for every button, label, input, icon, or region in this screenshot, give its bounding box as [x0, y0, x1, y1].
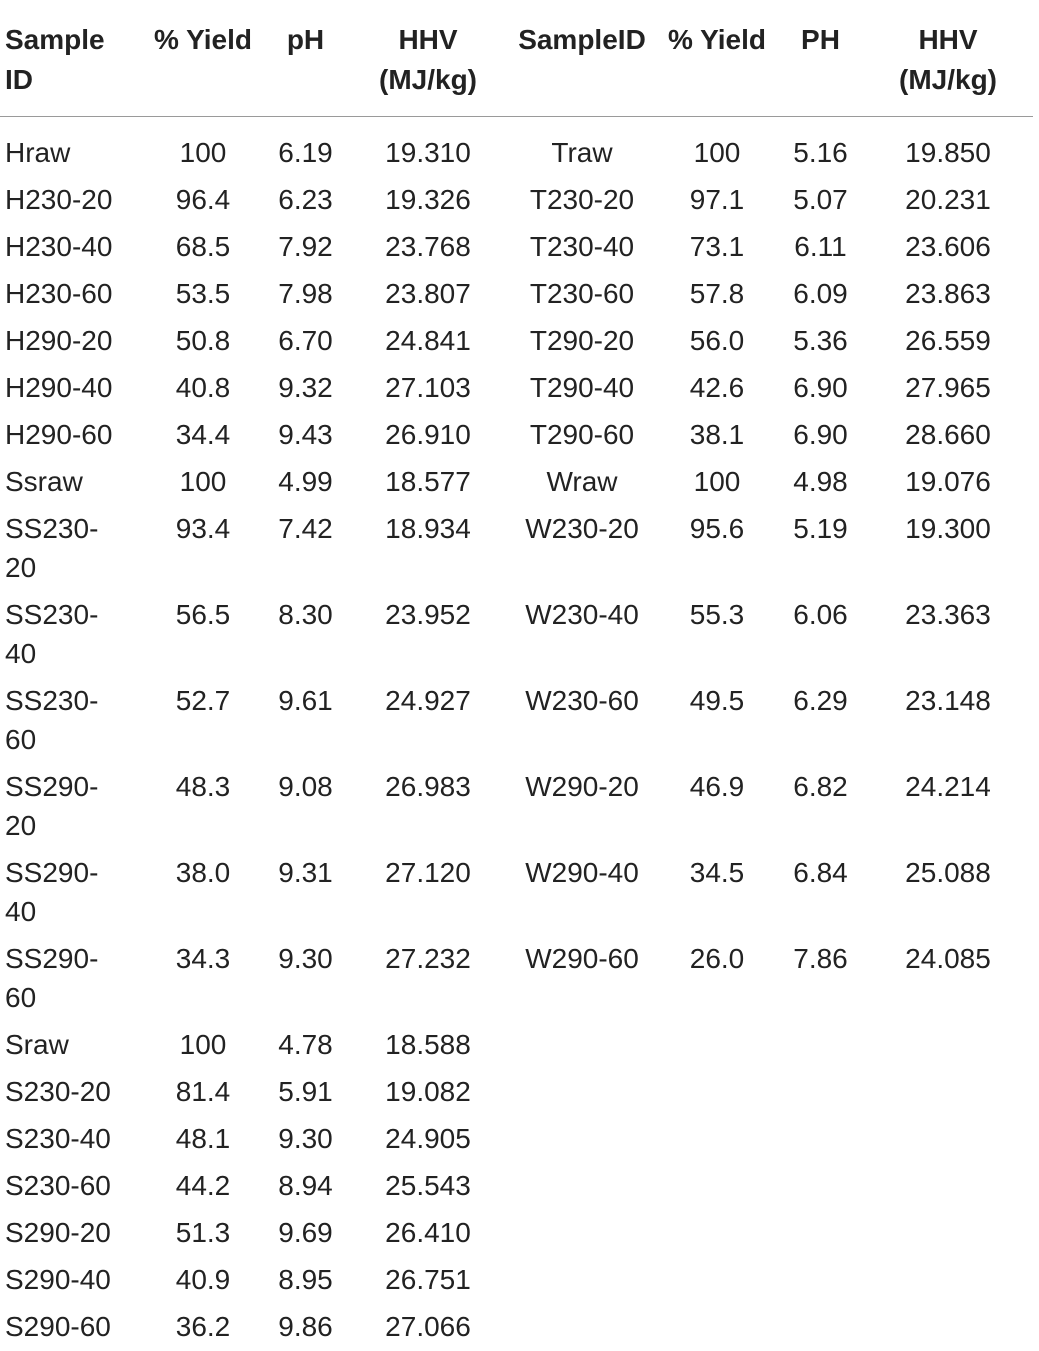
table-row [0, 505, 1033, 591]
ph-cell: 7.42 [278, 513, 333, 544]
ph-cell [778, 1021, 863, 1068]
ph-cell: 9.43 [278, 419, 333, 450]
ph-cell: 9.08 [278, 771, 333, 802]
sample-id-text: S230-40 [5, 1123, 111, 1154]
hhv-cell [863, 1303, 1033, 1350]
column-header-line2: (MJ/kg) [899, 64, 997, 95]
ph-cell: 8.95 [278, 1264, 333, 1295]
sample-id-cell: T290-20 [529, 325, 635, 356]
yield-cell: 44.2 [175, 1170, 231, 1201]
hhv-cell: 28.660 [905, 419, 991, 450]
yield-cell: 95.6 [689, 513, 745, 544]
hhv-cell: 24.905 [385, 1123, 471, 1154]
ph-cell: 6.09 [793, 278, 848, 309]
ph-cell [778, 1115, 863, 1162]
yield-cell: 100 [693, 466, 741, 497]
column-header-line2: (MJ/kg) [379, 64, 477, 95]
sample-id-cell [508, 1256, 656, 1303]
column-header-line1: HHV [398, 24, 458, 55]
table-row [0, 677, 1033, 763]
sample-id-cell [0, 223, 143, 270]
hhv-cell: 27.066 [385, 1311, 471, 1342]
ph-cell: 9.61 [278, 685, 333, 716]
sample-id-text: H230-20 [5, 184, 113, 215]
hhv-cell: 23.768 [385, 231, 471, 262]
sample-id-text: SS230- [5, 685, 99, 716]
hhv-cell: 23.363 [905, 599, 991, 630]
table-row [0, 1256, 1033, 1303]
table-row [0, 458, 1033, 505]
yield-cell: 57.8 [689, 278, 745, 309]
yield-cell: 52.7 [175, 685, 231, 716]
column-header [348, 0, 508, 117]
yield-cell: 50.8 [175, 325, 231, 356]
sample-id-text: S290-60 [5, 1311, 111, 1342]
ph-cell: 6.90 [793, 419, 848, 450]
sample-id-text: S290-20 [5, 1217, 111, 1248]
yield-cell: 53.5 [175, 278, 231, 309]
ph-cell: 4.78 [278, 1029, 333, 1060]
hhv-cell: 19.082 [385, 1076, 471, 1107]
ph-cell: 9.31 [278, 857, 333, 888]
ph-cell: 5.36 [793, 325, 848, 356]
table-row [0, 270, 1033, 317]
sample-id-cell [0, 411, 143, 458]
sample-id-cell [0, 270, 143, 317]
column-header [863, 0, 1033, 117]
yield-cell: 100 [179, 137, 227, 168]
yield-cell [656, 1115, 778, 1162]
sample-id-text: H290-40 [5, 372, 113, 403]
hhv-cell: 18.577 [385, 466, 471, 497]
sample-id-text: SS290- [5, 771, 99, 802]
column-header-line1: PH [801, 24, 840, 55]
hhv-cell: 19.310 [385, 137, 471, 168]
sample-id-text: H230-40 [5, 231, 113, 262]
sample-id-cell [508, 1303, 656, 1350]
column-header-line1: pH [286, 24, 325, 55]
sample-id-cell [0, 176, 143, 223]
header-row [0, 0, 1033, 117]
table-header [0, 0, 1033, 117]
sample-id-text: Sraw [5, 1029, 69, 1060]
sample-id-text: H290-60 [5, 419, 113, 450]
sample-id-text-cont: 40 [5, 638, 37, 669]
ph-cell: 9.30 [278, 943, 333, 974]
sample-id-cell [0, 1162, 143, 1209]
hhv-cell: 24.927 [385, 685, 471, 716]
yield-cell: 56.5 [175, 599, 231, 630]
yield-cell: 34.4 [175, 419, 231, 450]
hhv-cell: 27.103 [385, 372, 471, 403]
yield-cell: 68.5 [175, 231, 231, 262]
ph-cell: 7.86 [793, 943, 848, 974]
hhv-cell: 24.214 [905, 771, 991, 802]
ph-cell [778, 1068, 863, 1115]
yield-cell [656, 1162, 778, 1209]
yield-cell: 34.5 [689, 857, 745, 888]
yield-cell: 38.0 [175, 857, 231, 888]
ph-cell: 9.30 [278, 1123, 333, 1154]
yield-cell: 38.1 [689, 419, 745, 450]
table-body [0, 117, 1033, 1351]
hhv-cell [863, 1162, 1033, 1209]
yield-cell [656, 1303, 778, 1350]
yield-cell: 100 [693, 137, 741, 168]
column-header-line1: % Yield [153, 24, 253, 55]
sample-id-text: SS290- [5, 857, 99, 888]
ph-cell: 9.86 [278, 1311, 333, 1342]
yield-cell [656, 1209, 778, 1256]
yield-cell: 40.9 [175, 1264, 231, 1295]
ph-cell: 5.07 [793, 184, 848, 215]
yield-cell: 46.9 [689, 771, 745, 802]
hhv-cell: 19.300 [905, 513, 991, 544]
sample-id-text: Hraw [5, 137, 71, 168]
sample-id-text: S230-60 [5, 1170, 111, 1201]
sample-id-cell [0, 1303, 143, 1350]
hhv-cell: 26.983 [385, 771, 471, 802]
ph-cell: 6.11 [794, 231, 847, 262]
ph-cell: 4.99 [278, 466, 333, 497]
ph-cell: 6.19 [278, 137, 333, 168]
table-row [0, 591, 1033, 677]
ph-cell: 9.69 [278, 1217, 333, 1248]
hhv-cell: 26.910 [385, 419, 471, 450]
ph-cell [778, 1256, 863, 1303]
sample-id-cell [508, 1021, 656, 1068]
hhv-cell: 27.120 [385, 857, 471, 888]
hhv-cell: 24.085 [905, 943, 991, 974]
table-row [0, 763, 1033, 849]
ph-cell: 5.16 [793, 137, 848, 168]
ph-cell: 6.70 [278, 325, 333, 356]
sample-id-cell: W230-20 [525, 513, 639, 544]
sample-id-text: SS290- [5, 943, 99, 974]
table-row [0, 117, 1033, 177]
column-header [778, 0, 863, 117]
sample-id-cell [0, 935, 143, 1021]
table-row [0, 1021, 1033, 1068]
sample-id-text: S290-40 [5, 1264, 111, 1295]
yield-cell: 40.8 [175, 372, 231, 403]
hhv-cell: 23.863 [905, 278, 991, 309]
yield-cell [656, 1256, 778, 1303]
table-row [0, 1162, 1033, 1209]
sample-id-cell: W290-40 [525, 857, 639, 888]
yield-cell: 36.2 [175, 1311, 231, 1342]
ph-cell: 5.19 [793, 513, 848, 544]
yield-cell: 93.4 [175, 513, 231, 544]
sample-id-cell [0, 677, 143, 763]
hhv-cell: 26.559 [905, 325, 991, 356]
yield-cell: 81.4 [175, 1076, 231, 1107]
ph-cell: 6.06 [793, 599, 848, 630]
yield-cell: 96.4 [175, 184, 231, 215]
sample-id-cell [0, 1209, 143, 1256]
table-row [0, 935, 1033, 1021]
ph-cell: 4.98 [793, 466, 848, 497]
column-header [143, 0, 263, 117]
yield-cell: 55.3 [689, 599, 745, 630]
sample-id-cell: W290-20 [525, 771, 639, 802]
table-row [0, 317, 1033, 364]
ph-cell: 6.29 [793, 685, 848, 716]
hhv-cell: 25.543 [385, 1170, 471, 1201]
hhv-cell: 24.841 [385, 325, 471, 356]
sample-id-cell [0, 458, 143, 505]
hhv-cell: 25.088 [905, 857, 991, 888]
table-row [0, 1115, 1033, 1162]
hhv-cell: 19.850 [905, 137, 991, 168]
sample-id-cell [508, 1068, 656, 1115]
hhv-cell: 18.934 [385, 513, 471, 544]
ph-cell: 8.94 [278, 1170, 333, 1201]
table-row [0, 1303, 1033, 1350]
hhv-cell [863, 1021, 1033, 1068]
sample-id-cell: Wraw [546, 466, 618, 497]
hhv-cell [863, 1256, 1033, 1303]
hhv-cell [863, 1209, 1033, 1256]
sample-id-cell [508, 1115, 656, 1162]
sample-id-cell [0, 1115, 143, 1162]
hhv-cell: 27.965 [905, 372, 991, 403]
hhv-cell: 18.588 [385, 1029, 471, 1060]
ph-cell: 7.92 [278, 231, 333, 262]
hhv-cell: 20.231 [905, 184, 991, 215]
hhv-cell: 23.606 [905, 231, 991, 262]
hhv-cell: 23.952 [385, 599, 471, 630]
sample-id-cell [0, 849, 143, 935]
yield-cell: 34.3 [175, 943, 231, 974]
sample-id-text: SS230- [5, 513, 99, 544]
yield-cell: 97.1 [689, 184, 745, 215]
column-header-line2: ID [5, 64, 33, 95]
yield-cell: 100 [179, 466, 227, 497]
sample-id-text-cont: 20 [5, 810, 37, 841]
ph-cell: 8.30 [278, 599, 333, 630]
yield-cell: 100 [179, 1029, 227, 1060]
column-header-line1: HHV [918, 24, 978, 55]
table-row [0, 1209, 1033, 1256]
sample-id-cell [508, 1209, 656, 1256]
hhv-cell: 19.076 [905, 466, 991, 497]
ph-cell: 5.91 [278, 1076, 333, 1107]
yield-cell: 42.6 [689, 372, 745, 403]
yield-cell: 51.3 [175, 1217, 231, 1248]
sample-id-cell: T230-20 [529, 184, 635, 215]
sample-id-cell [0, 1021, 143, 1068]
yield-cell: 73.1 [689, 231, 745, 262]
table-row [0, 1068, 1033, 1115]
yield-cell: 48.1 [175, 1123, 231, 1154]
column-header [263, 0, 348, 117]
column-header [0, 0, 143, 117]
sample-id-cell: W230-40 [525, 599, 639, 630]
ph-cell [778, 1162, 863, 1209]
table-row [0, 223, 1033, 270]
sample-id-text: S230-20 [5, 1076, 111, 1107]
column-header [508, 0, 656, 117]
sample-id-cell [0, 763, 143, 849]
ph-cell: 6.90 [793, 372, 848, 403]
hhv-cell [863, 1115, 1033, 1162]
table-row [0, 849, 1033, 935]
column-header-line1: % Yield [667, 24, 767, 55]
table-row [0, 364, 1033, 411]
ph-cell: 7.98 [278, 278, 333, 309]
sample-id-cell: W290-60 [525, 943, 639, 974]
sample-id-text-cont: 60 [5, 724, 37, 755]
hhv-cell: 19.326 [385, 184, 471, 215]
sample-id-cell [0, 117, 143, 177]
sample-id-cell [0, 1256, 143, 1303]
column-header-line1: SampleID [518, 24, 646, 55]
ph-cell: 9.32 [278, 372, 333, 403]
sample-id-cell: T290-60 [529, 419, 635, 450]
column-header-line1: Sample [5, 24, 105, 55]
sample-id-text: H290-20 [5, 325, 113, 356]
yield-cell: 26.0 [689, 943, 745, 974]
ph-cell: 6.23 [278, 184, 333, 215]
sample-id-text: Ssraw [5, 466, 83, 497]
yield-cell [656, 1068, 778, 1115]
sample-id-cell: T230-60 [529, 278, 635, 309]
yield-cell: 56.0 [689, 325, 745, 356]
sample-id-text: SS230- [5, 599, 99, 630]
sample-id-cell: Traw [551, 137, 613, 168]
sample-id-cell: W230-60 [525, 685, 639, 716]
sample-id-cell [0, 364, 143, 411]
hhv-cell [863, 1068, 1033, 1115]
ph-cell: 6.84 [793, 857, 848, 888]
hhv-cell: 26.410 [385, 1217, 471, 1248]
sample-id-text-cont: 40 [5, 896, 37, 927]
ph-cell [778, 1209, 863, 1256]
sample-id-cell: T290-40 [529, 372, 635, 403]
sample-id-cell: T230-40 [529, 231, 635, 262]
sample-id-text: H230-60 [5, 278, 113, 309]
ph-cell: 6.82 [793, 771, 848, 802]
table-row [0, 411, 1033, 458]
ph-cell [778, 1303, 863, 1350]
column-header [656, 0, 778, 117]
sample-id-cell [0, 1068, 143, 1115]
table-row [0, 176, 1033, 223]
sample-id-cell [508, 1162, 656, 1209]
yield-cell [656, 1021, 778, 1068]
hhv-cell: 23.807 [385, 278, 471, 309]
yield-cell: 48.3 [175, 771, 231, 802]
sample-id-cell [0, 317, 143, 364]
sample-id-cell [0, 505, 143, 591]
hhv-cell: 27.232 [385, 943, 471, 974]
sample-id-cell [0, 591, 143, 677]
hhv-cell: 26.751 [385, 1264, 471, 1295]
sample-id-text-cont: 20 [5, 552, 37, 583]
sample-id-text-cont: 60 [5, 982, 37, 1013]
yield-cell: 49.5 [689, 685, 745, 716]
hhv-cell: 23.148 [905, 685, 991, 716]
